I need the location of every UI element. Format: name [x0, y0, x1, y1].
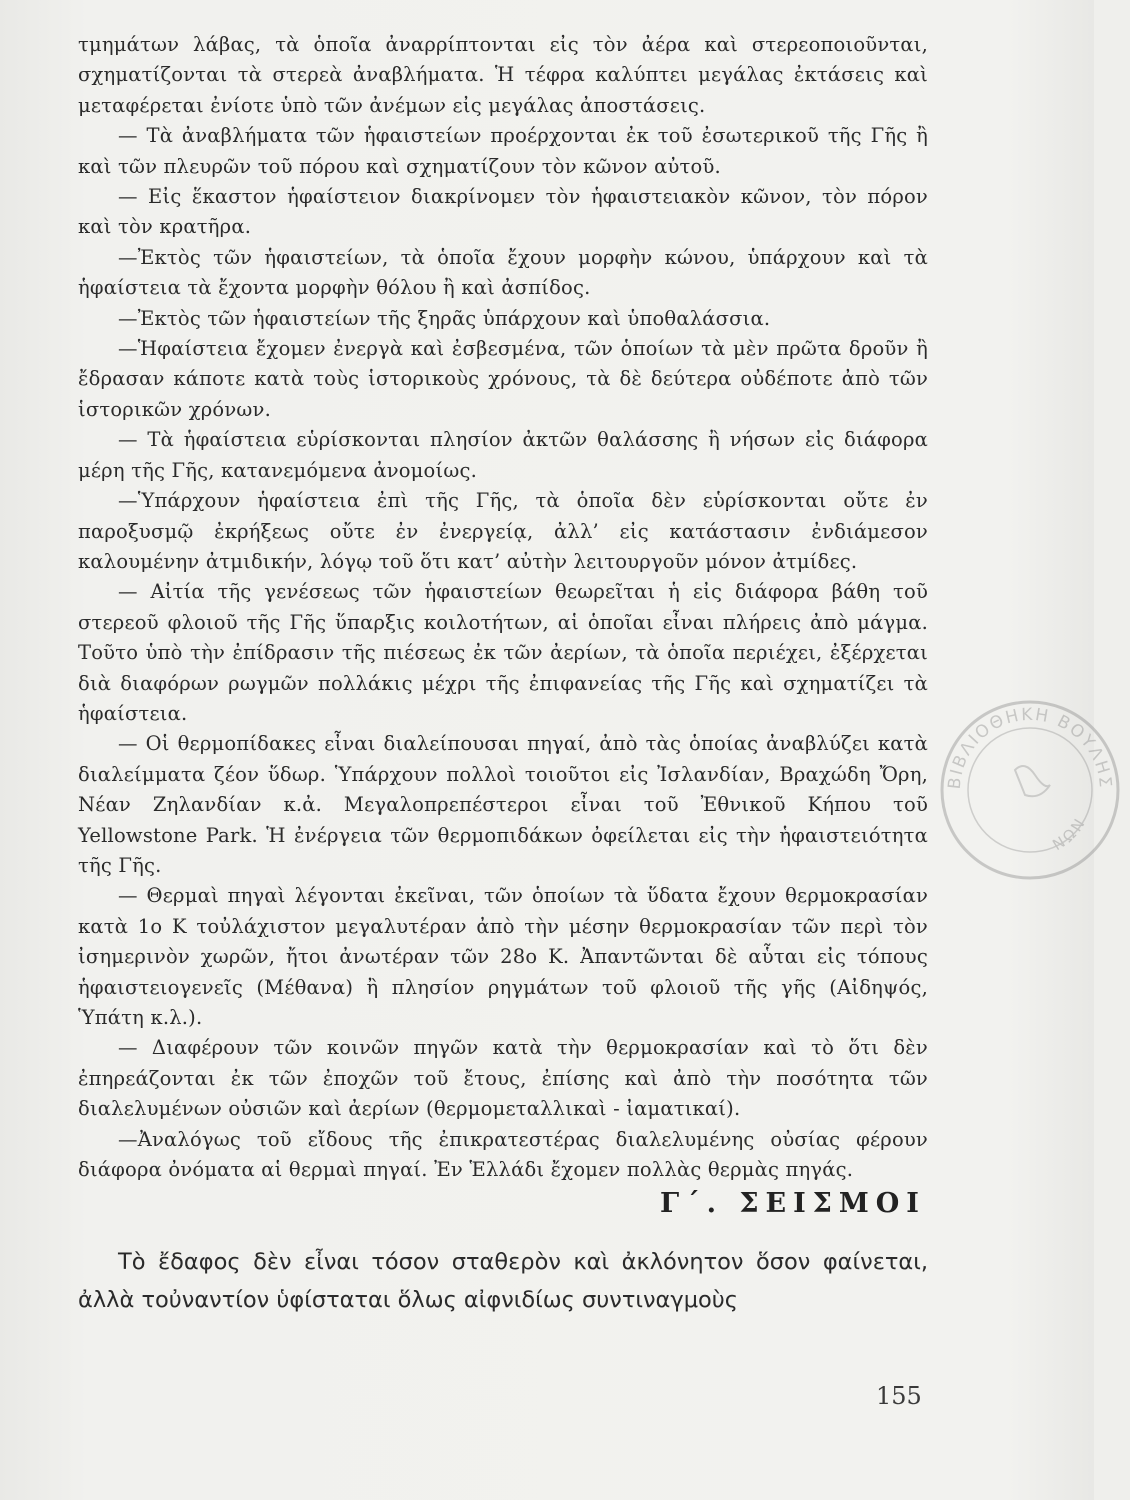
paragraph-lava-continuation: τμημάτων λάβας, τὰ ὁποῖα ἀναρρίπτονται εἰς τὸν ἀέρα καὶ στερεοποιοῦνται, σχηματίζονται τὰ στερεὰ ἀναβλήματα. Ἡ τέφρα καλύπτει μεγάλας ἐκτάσεις καὶ μεταφέρεται ἐνίοτε ὑπὸ τῶν ἀνέμων εἰς μεγάλας ἀποστάσεις.: [78, 33, 928, 117]
svg-text:ΒΙΒΛΙΟΘΗΚΗ ΒΟΥΛΗΣ: [945, 705, 1115, 790]
paragraph-submarine-volcanoes: —Ἐκτὸς τῶν ἡφαιστείων τῆς ξηρᾶς ὑπάρχουν καὶ ὑποθαλάσσια.: [118, 306, 771, 330]
paragraph-springs-difference: — Διαφέρουν τῶν κοινῶν πηγῶν κατὰ τὴν θερμοκρασίαν καὶ τὸ ὅτι δὲν ἐπηρεάζονται ἐκ τῶν ἐποχῶν τοῦ ἔτους, ἐπίσης καὶ ἀπὸ τὴν ποσότητα τῶν διαλελυμένων οὐσιῶν καὶ ἀερίων (θερμομεταλλικαὶ - ἰαματικαί).: [78, 1036, 928, 1121]
page-number: 155: [876, 1382, 922, 1410]
paragraph-springs-names: —Ἀναλόγως τοῦ εἴδους τῆς ἐπικρατεστέρας διαλελυμένης οὐσίας φέρουν διάφορα ὀνόματα αἱ θερμαὶ πηγαί. Ἐν Ἑλλάδι ἔχομεν πολλὰς θερμὰς πηγάς.: [78, 1127, 928, 1182]
stamp-bottom-text: ΝΩΝ: [1049, 813, 1091, 855]
paragraph-distribution: — Τὰ ἡφαίστεια εὑρίσκονται πλησίον ἀκτῶν θαλάσσης ἢ νήσων εἰς διάφορα μέρη τῆς Γῆς, κατανεμόμενα ἀνομοίως.: [78, 428, 928, 482]
section-body-earthquakes: Τὸ ἔδαφος δὲν εἶναι τόσον σταθερὸν καὶ ἀκλόνητον ὅσον φαίνεται, ἀλλὰ τοὐναντίον ὑφίσταται ὅλως αἰφνιδίως συντιναγμοὺς: [78, 1249, 928, 1313]
svg-text:ΝΩΝ: [1049, 813, 1090, 854]
paragraph-fumarolic-state: —Ὑπάρχουν ἡφαίστεια ἐπὶ τῆς Γῆς, τὰ ὁποῖα δὲν εὑρίσκονται οὔτε ἐν παροξυσμῷ ἐκρήξεως οὔτε ἐν ἐνεργείᾳ, ἀλλ’ εἰς κατάστασιν ἐνδιάμεσον καλουμένην ἀτμιδικήν, λόγῳ τοῦ ὅτι κατ’ αὐτὴν λειτουργοῦν μόνον ἀτμίδες.: [78, 489, 928, 573]
body-text: [78, 30, 928, 1185]
paragraph-volcano-parts: — Εἰς ἕκαστον ἡφαίστειον διακρίνομεν τὸν ἡφαιστειακὸν κῶνον, τὸν πόρον καὶ τὸν κρατῆρα.: [78, 185, 928, 239]
paragraph-hot-springs: — Θερμαὶ πηγαὶ λέγονται ἐκεῖναι, τῶν ὁποίων τὰ ὕδατα ἔχουν θερμοκρασίαν κατὰ 1ο Κ τοὐλάχιστον μεγαλυτέραν ἀπὸ τὴν μέσην θερμοκρασίαν τῶν περὶ τὸν ἰσημερινὸν χωρῶν, ἤτοι ἀνωτέραν τῶν 28ο Κ. Ἀπαντῶνται δὲ αὗται εἰς τόπους ἡφαιστειογενεῖς (Μέθανα) ἢ πλησίον ρηγμάτων τοῦ φλοιοῦ τῆς γῆς (Αἰδηψός, Ὑπάτη κ.λ.).: [78, 884, 928, 1029]
stamp-top-text: ΒΙΒΛΙΟΘΗΚΗ ΒΟΥΛΗΣ: [944, 704, 1116, 791]
paragraph-volcano-shapes: —Ἐκτὸς τῶν ἡφαιστείων, τὰ ὁποῖα ἔχουν μορφὴν κώνου, ὑπάρχουν καὶ τὰ ἡφαίστεια τὰ ἔχοντα μορφὴν θόλου ἢ καὶ ἀσπίδος.: [78, 245, 928, 300]
library-stamp-icon: [930, 690, 1130, 890]
paragraph-active-extinct: —Ἡφαίστεια ἔχομεν ἐνεργὰ καὶ ἐσβεσμένα, τῶν ὁποίων τὰ μὲν πρῶτα δροῦν ἢ ἔδρασαν κάποτε κατὰ τοὺς ἱστορικοὺς χρόνους, τὰ δὲ δεύτερα οὐδέποτε ἀπὸ τῶν ἱστορικῶν χρόνων.: [78, 337, 928, 421]
paragraph-geysers: — Οἱ θερμοπίδακες εἶναι διαλείπουσαι πηγαί, ἀπὸ τὰς ὁποίας ἀναβλύζει κατὰ διαλείμματα ζέον ὕδωρ. Ὑπάρχουν πολλοὶ τοιοῦτοι εἰς Ἰσλανδίαν, Βραχώδη Ὄρη, Νέαν Ζηλανδίαν κ.ἀ. Μεγαλοπρεπέστεροι εἶναι τοῦ Ἐθνικοῦ Κήπου τοῦ Yellowstone Park. Ἡ ἐνέργεια τῶν θερμοπιδάκων ὀφείλεται εἰς τὴν ἡφαιστειότητα τῆς Γῆς.: [78, 732, 928, 877]
paragraph-ejecta-origin: — Τὰ ἀναβλήματα τῶν ἡφαιστείων προέρχονται ἐκ τοῦ ἐσωτερικοῦ τῆς Γῆς ἢ καὶ τῶν πλευρῶν τοῦ πόρου καὶ σχηματίζουν τὸν κῶνον αὐτοῦ.: [78, 124, 928, 178]
paragraph-volcano-genesis: — Αἰτία τῆς γενέσεως τῶν ἡφαιστείων θεωρεῖται ἡ εἰς διάφορα βάθη τοῦ στερεοῦ φλοιοῦ τῆς Γῆς ὕπαρξις κοιλοτήτων, αἱ ὁποῖαι εἶναι πλήρεις ἀπὸ μάγμα. Τοῦτο ὑπὸ τὴν ἐπίδρασιν τῆς πιέσεως ἐκ τῶν ἀερίων, τὰ ὁποῖα περιέχει, ἐξέρχεται διὰ διαφόρων ρωγμῶν πολλάκις μέχρι τῆς ἐπιφανείας τῆς Γῆς καὶ σχηματίζει τὰ ἡφαίστεια.: [78, 580, 928, 725]
section-heading-earthquakes: Γ΄. ΣΕΙΣΜΟΙ: [660, 1188, 926, 1219]
